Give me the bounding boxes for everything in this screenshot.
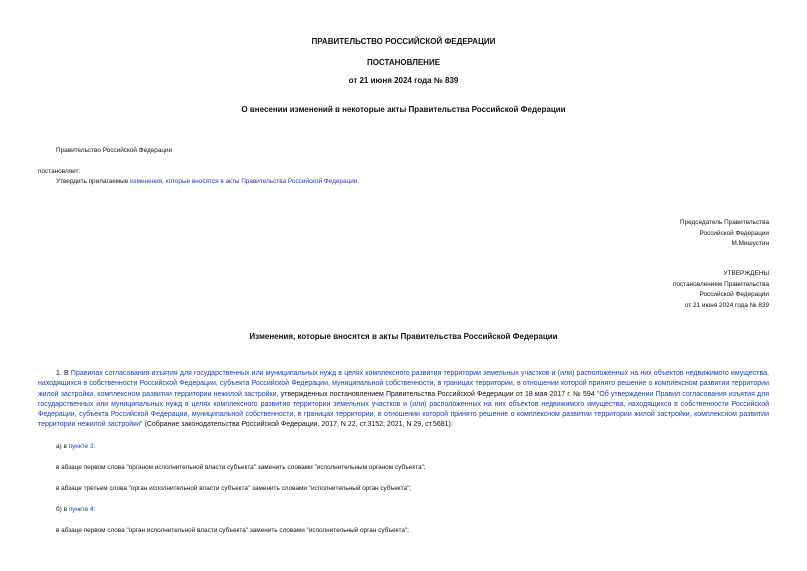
item1-middle: , утвержденных постановлением Правительства Российской Федерации от 18 мая 2017 г. № 594 [276,390,597,398]
signature-position: Председатель Правительства [680,219,769,226]
document-date-number: от 21 июня 2024 года № 839 [348,76,459,85]
preamble-government: Правительство Российской Федерации [56,147,173,154]
signature-block [680,218,769,250]
subitem-b [56,505,95,516]
subitem-a-prefix: а) в [56,443,69,450]
item1-suffix: (Собрание законодательства Российской Федерации, 2017, N 22, ст.3152; 2021, N 29, ст.5681): [142,421,453,429]
approval-stamp-block [673,269,769,311]
rules-link[interactable]: Правилах согласования изъятия для государственных или муниципальных нужд в целях комплексного развития территории земельных участков и (или) расположенных на них объектов недвижимого имущества, находящихся в собственности Российской Федерации, субъекта Российской Федерации, муниципальной собственности, в границах территории, в отношении которой принято решение о комплексном развитии территории жилой застройки, комплексном развитии территории нежилой застройки [38,370,769,398]
subitem-b-paragraph-1: в абзаце первом слова "орган исполнительной власти субъекта" заменить словами "исполнительный орган субъекта"; [56,527,409,534]
preamble-approve [56,177,359,188]
approve-suffix: . [357,178,360,185]
changes-item-1 [38,369,769,431]
approved-date-number: от 21 июня 2024 года № 839 [684,301,769,309]
document-type: ПОСТАНОВЛЕНИЕ [366,58,441,67]
changes-title: Изменения, которые вносятся в акты Правительства Российской Федерации [249,332,558,341]
signature-name: М.Мишустин [731,240,769,247]
point-3-link[interactable]: пункте 3 [68,443,94,450]
approved-organization: Российской Федерации [699,291,769,298]
approve-prefix: Утвердить прилагаемые [56,178,131,185]
point-4-link[interactable]: пункте 4 [68,506,94,513]
subitem-a-paragraph-2: в абзаце третьем слова "орган исполнительной власти субъекта" заменить словами "исполнительный орган субъекта"; [56,485,412,492]
subitem-b-suffix: : [93,506,96,513]
item1-prefix: 1. В [56,370,71,377]
resolution-594-link[interactable]: "Об утверждении Правил согласования изъятия для государственных или муниципальных нужд в целях комплексного развития территории земельных участков и (или) расположенных на них объектов недвижимого имущества, находящихся в собственности Российской Федерации, субъекта Российской Федерации, муниципальной собственности, в границах территории, в отношении которой принято решение о комплексном развитии территории жилой застройки, комплексном развитии территории нежилой застройки" [38,390,769,429]
signature-organization: Российской Федерации [699,229,769,237]
subitem-b-prefix: б) в [56,506,69,513]
subitem-a [56,442,95,453]
approve-changes-link[interactable]: изменения, которые вносятся в акты Правительства Российской Федерации [130,178,358,185]
document-title: О внесении изменений в некоторые акты Правительства Российской Федерации [241,105,566,114]
approved-by: постановлением Правительства [673,280,769,288]
document-authority: ПРАВИТЕЛЬСТВО РОССИЙСКОЙ ФЕДЕРАЦИИ [311,37,496,46]
subitem-a-paragraph-1: в абзаце первом слова "органом исполнительной власти субъекта" заменить словами "исполнительным органом субъекта"; [56,464,426,471]
approved-heading: УТВЕРЖДЕНЫ [723,270,769,277]
preamble-decrees: постановляет: [38,168,81,175]
subitem-a-suffix: : [93,443,96,450]
